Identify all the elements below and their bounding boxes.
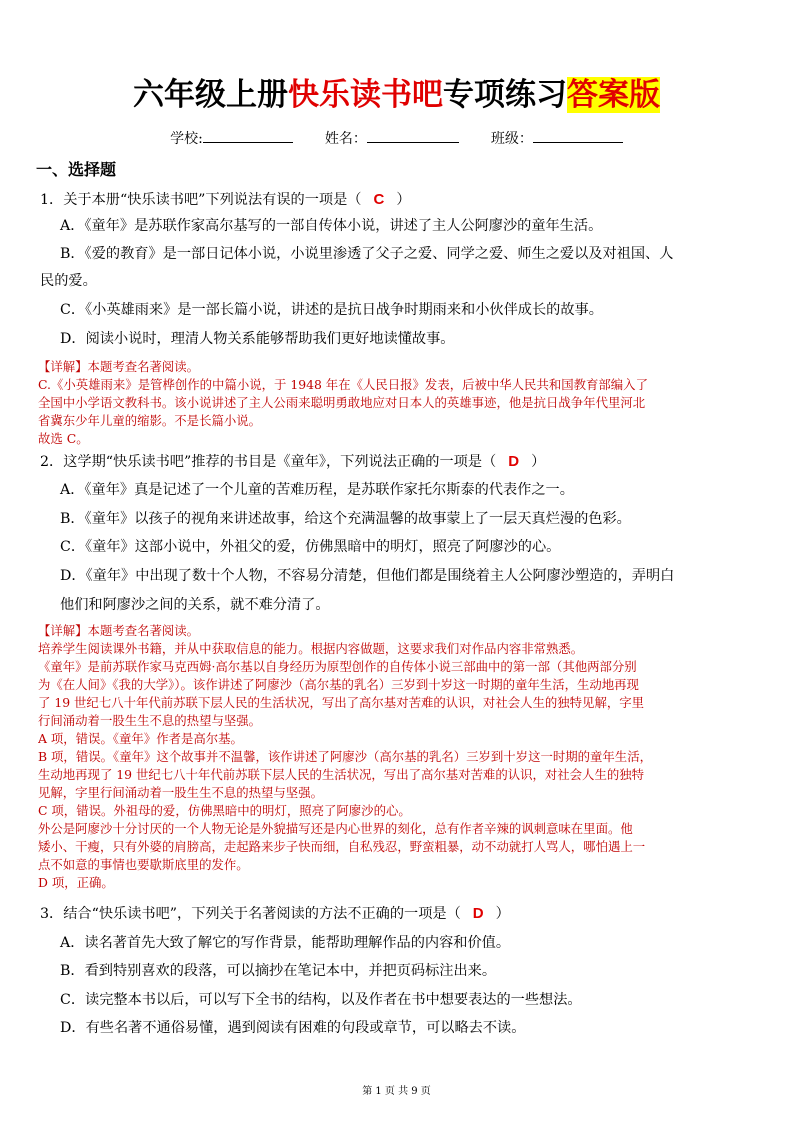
explanation-line: 点不如意的事情也要歇斯底里的发作。 [38,857,249,872]
explanation-line: D 项，正确。 [38,875,114,890]
explanation-line: 《童年》是前苏联作家马克西姆·高尔基以自身经历为原型创作的自传体小说三部曲中的第一部（其他两部分别 [38,659,637,674]
explanation-line: A 项，错误。《童年》作者是高尔基。 [38,731,243,746]
question-1-option-b-cont: 民的爱。 [40,273,97,289]
section-heading: 一、选择题 [36,160,117,179]
question-1-answer: C [373,191,385,208]
question-3-stem: 3．结合“快乐读书吧”，下列关于名著阅读的方法不正确的一项是（ D ） [40,905,510,922]
question-2-option-c: C．《童年》这部小说中，外祖父的爱，仿佛黑暗中的明灯，照亮了阿廖沙的心。 [60,539,561,555]
question-1-option-b: B．《爱的教育》是一部日记体小说，小说里渗透了父子之爱、同学之爱、师生之爱以及对祖国、人 [60,246,674,262]
school-label: 学校: [170,131,203,147]
title-part-3: 专项练习 [443,77,567,113]
explanation-line: 行间涌动着一股生生不息的热望与坚强。 [38,713,262,728]
student-info-row [0,128,793,150]
page-title [0,72,793,118]
explanation-line: 矮小、干瘦，只有外婆的肩膀高，走起路来步子快而细，自私残忍，野蛮粗暴，动不动就打人骂人，哪怕遇上一 [38,839,646,854]
explanation-line: 【详解】本题考查名著阅读。 [38,359,200,374]
question-2-option-a: A．《童年》真是记述了一个儿童的苦难历程，是苏联作家托尔斯泰的代表作之一。 [60,482,574,498]
title-part-2: 快乐读书吧 [288,77,443,113]
explanation-line: 见解，字里行间涌动着一股生生不息的热望与坚强。 [38,785,323,800]
explanation-line: C 项，错误。外祖母的爱，仿佛黑暗中的明灯，照亮了阿廖沙的心。 [38,803,411,818]
question-1-explanation [38,358,783,448]
question-1-option-a: A．《童年》是苏联作家高尔基写的一部自传体小说，讲述了主人公阿廖沙的童年生活。 [60,218,603,234]
explanation-line: 为《在人间》《我的大学》）。该作讲述了阿廖沙（高尔基的乳名）三岁到十岁这一时期的童年生活，生动地再现 [38,677,639,692]
question-3-option-c: C．读完整本书以后，可以写下全书的结构，以及作者在书中想要表达的一些想法。 [60,992,582,1008]
explanation-line: 【详解】本题考查名著阅读。 [38,623,200,638]
question-2-explanation [38,622,783,892]
explanation-line: 故选 C。 [38,431,89,446]
class-label: 班级： [490,131,533,147]
title-answer-badge: 答案版 [567,77,660,113]
page-footer: 第 1 页 共 9 页 [362,1086,431,1097]
question-1-option-d: D．阅读小说时，理清人物关系能够帮助我们更好地读懂故事。 [60,331,455,347]
question-3-answer: D [472,905,484,922]
explanation-line: B 项，错误。《童年》这个故事并不温馨，该作讲述了阿廖沙（高尔基的乳名）三岁到十岁这一时期的童年生活， [38,749,652,764]
question-2-option-b: B．《童年》以孩子的视角来讲述故事，给这个充满温馨的故事蒙上了一层天真烂漫的色彩。 [60,511,631,527]
explanation-line: 外公是阿廖沙十分讨厌的一个人物无论是外貌描写还是内心世界的刻化，总有作者辛辣的讽刺意味在里面。他 [38,821,633,836]
question-2-option-d-cont: 他们和阿廖沙之间的关系，就不难分清了。 [60,597,330,613]
explanation-line: 生动地再现了 19 世纪七八十年代前苏联下层人民的生活状况，写出了高尔基对苦难的认识，对社会人生的独特 [38,767,645,782]
question-3-option-b: B．看到特别喜欢的段落，可以摘抄在笔记本中，并把页码标注出来。 [60,963,497,979]
school-blank [203,128,293,143]
class-blank [533,128,623,143]
question-2-answer: D [508,453,520,470]
name-label: 姓名： [324,131,367,147]
explanation-line: 全国中小学语文教科书。该小说讲述了主人公雨来聪明勇敢地应对日本人的英雄事迹，他是抗日战争年代里河北 [38,395,646,410]
explanation-line: 省冀东少年儿童的缩影。不是长篇小说。 [38,413,262,428]
title-part-1: 六年级上册 [133,77,288,113]
question-3-option-a: A．读名著首先大致了解它的写作背景，能帮助理解作品的内容和价值。 [60,935,511,951]
question-2-option-d: D．《童年》中出现了数十个人物，不容易分清楚，但他们都是围绕着主人公阿廖沙塑造的，弄明白 [60,568,675,584]
question-3-option-d: D．有些名著不通俗易懂，遇到阅读有困难的句段或章节，可以略去不读。 [60,1020,526,1036]
explanation-line: 培养学生阅读课外书籍，并从中获取信息的能力。根据内容做题，这要求我们对作品内容非常熟悉。 [38,641,584,656]
question-1-stem: 1．关于本册“快乐读书吧”下列说法有误的一项是（ C ） [40,191,411,208]
explanation-line: 了 19 世纪七八十年代前苏联下层人民的生活状况，写出了高尔基对苦难的认识，对社会人生的独特见解，字里 [38,695,645,710]
explanation-line: C.《小英雄雨来》是管桦创作的中篇小说，于 1948 年在《人民日报》发表，后被中华人民共和国教育部编入了 [38,377,648,392]
name-blank [367,128,459,143]
question-2-stem: 2．这学期“快乐读书吧”推荐的书目是《童年》，下列说法正确的一项是（ D ） [40,453,546,470]
question-1-option-c: C．《小英雄雨来》是一部长篇小说，讲述的是抗日战争时期雨来和小伙伴成长的故事。 [60,302,603,318]
